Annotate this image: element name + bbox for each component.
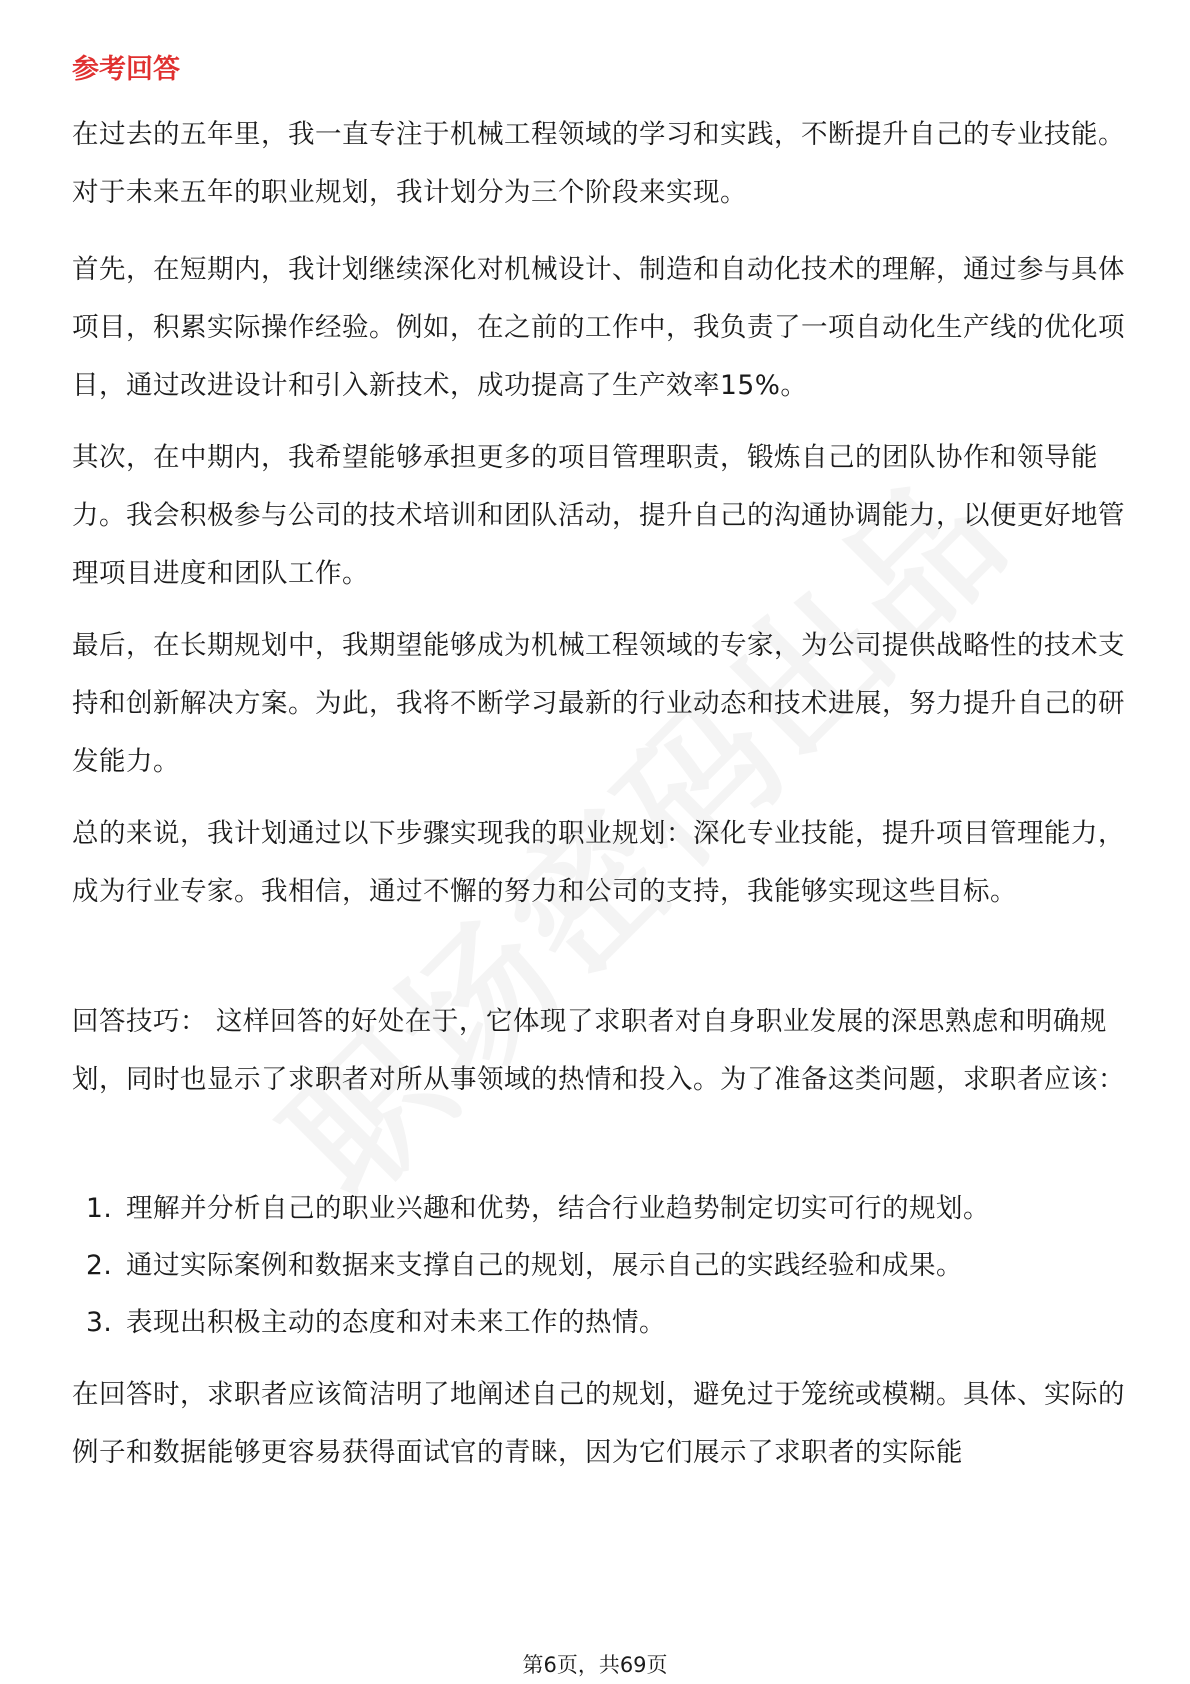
list-number: 2.	[86, 1250, 113, 1281]
list-text: 理解并分析自己的职业兴趣和优势，结合行业趋势制定切实可行的规划。	[126, 1193, 990, 1224]
paragraph-intro: 在过去的五年里，我一直专注于机械工程领域的学习和实践，不断提升自己的专业技能。对于未来五年的职业规划，我计划分为三个阶段来实现。	[72, 119, 1125, 208]
section-heading: 参考回答	[72, 54, 180, 85]
list-item	[72, 1180, 1132, 1237]
list-text: 通过实际案例和数据来支撑自己的规划，展示自己的实践经验和成果。	[126, 1250, 963, 1281]
paragraph-short-term: 首先，在短期内，我计划继续深化对机械设计、制造和自动化技术的理解，通过参与具体项目，积累实际操作经验。例如，在之前的工作中，我负责了一项自动化生产线的优化项目，通过改进设计和引入新技术，成功提高了生产效率15%。	[72, 254, 1125, 401]
list-item	[72, 1294, 1132, 1351]
list-text: 表现出积极主动的态度和对未来工作的热情。	[126, 1307, 666, 1338]
paragraph-long-term: 最后，在长期规划中，我期望能够成为机械工程领域的专家，为公司提供战略性的技术支持和创新解决方案。为此，我将不断学习最新的行业动态和技术进展，努力提升自己的研发能力。	[72, 630, 1125, 777]
tips-list	[72, 1180, 1132, 1351]
list-number: 1.	[86, 1193, 113, 1224]
paragraph-mid-term: 其次，在中期内，我希望能够承担更多的项目管理职责，锻炼自己的团队协作和领导能力。我会积极参与公司的技术培训和团队活动，提升自己的沟通协调能力，以便更好地管理项目进度和团队工作。	[72, 442, 1125, 589]
list-item	[72, 1237, 1132, 1294]
list-number: 3.	[86, 1307, 113, 1338]
paragraph-tips: 回答技巧： 这样回答的好处在于，它体现了求职者对自身职业发展的深思熟虑和明确规划，同时也显示了求职者对所从事领域的热情和投入。为了准备这类问题，求职者应该：	[72, 1006, 1125, 1095]
paragraph-closing: 在回答时，求职者应该简洁明了地阐述自己的规划，避免过于笼统或模糊。具体、实际的例子和数据能够更容易获得面试官的青睐，因为它们展示了求职者的实际能	[72, 1379, 1125, 1468]
paragraph-summary: 总的来说，我计划通过以下步骤实现我的职业规划：深化专业技能，提升项目管理能力，成为行业专家。我相信，通过不懈的努力和公司的支持，我能够实现这些目标。	[72, 818, 1125, 907]
page-number: 第6页，共69页	[522, 1653, 668, 1677]
